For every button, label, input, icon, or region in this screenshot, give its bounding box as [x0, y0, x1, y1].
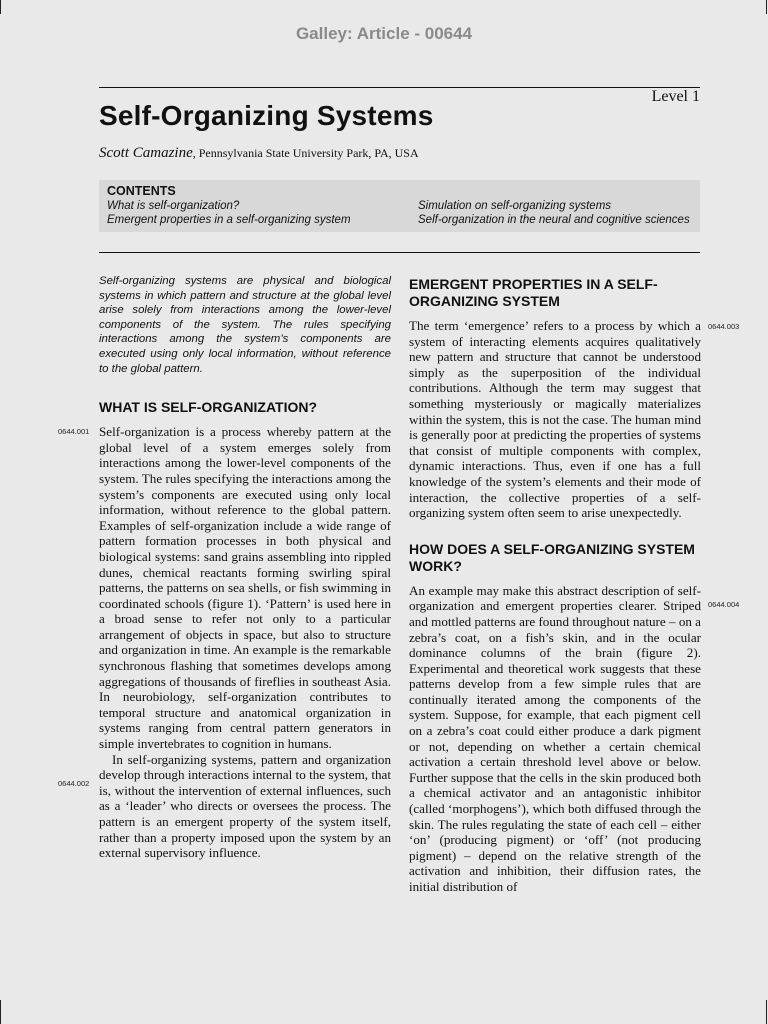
margin-number: 0644.004	[708, 600, 740, 609]
author-affiliation: , Pennsylvania State University Park, PA, USA	[192, 146, 419, 160]
margin-number: 0644.002	[58, 779, 90, 788]
contents-item[interactable]: What is self-organization?	[107, 200, 240, 212]
crop-mark-bottom-left	[0, 1000, 1, 1024]
margin-number: 0644.001	[58, 427, 90, 436]
paragraph-0644-003: The term ‘emergence’ refers to a process by which a system of interacting elements acquires qualitatively new pattern and structure that cannot be understood simply as the superposition of the individual contributions. Although the term may suggest that something mysteriously or magically materializes within the system, this is not the case. The human mind is generally poor at predicting the properties of systems that consist of multiple components with complex, dynamic interactions. Thus, even if one has a full knowledge of the system’s elements and their mode of interaction, the collective properties of a self-organizing system often seem to arise unexpectedly.	[409, 318, 701, 521]
contents-box	[99, 180, 700, 232]
abstract: Self-organizing systems are physical and biological systems in which pattern and structure at the global level arise solely from interactions among the lower-level components of the system. The rules specifying interactions among the system’s components are executed using only local information, without reference to the global pattern.	[99, 275, 391, 375]
crop-mark-top-left	[0, 0, 1, 14]
paragraph-0644-004: An example may make this abstract description of self-organization and emergent properties clearer. Striped and mottled patterns are found throughout nature – on a zebra’s coat, on a fish’s skin, and in the ocular dominance columns of the brain (figure 2). Experimental and theoretical work suggests that these patterns develop from a few simple rules that are continually iterated among the components of the system. Suppose, for example, that each pigment cell on a zebra’s coat could either produce a dark pigment or not, depending on whether a certain chemical activation a certain threshold level above or below. Further suppose that the cells in the skin produced both a chemical activator and an antagonistic inhibitor (called ‘morphogens’), which both diffused through the skin. The rules regulating the state of each cell – either ‘on’ (producing pigment) or ‘off’ (not producing pigment) – depend on the relative strength of the activation and inhibition, their diffusion rates, the initial distribution of	[409, 582, 701, 894]
contents-item[interactable]: Simulation on self-organizing systems	[418, 200, 612, 212]
level-label: Level 1	[651, 88, 700, 105]
paragraph-0644-002: In self-organizing systems, pattern and organization develop through interactions internal to the system, that is, without the intervention of external influences, such as a ‘leader’ who directs or oversees the process. The pattern is an emergent property of the system itself, rather than a property imposed upon the system by an external supervisory influence.	[99, 751, 391, 861]
right-column	[409, 276, 701, 895]
contents-item[interactable]: Emergent properties in a self-organizing system	[107, 214, 351, 226]
margin-number: 0644.003	[708, 322, 740, 331]
left-column	[99, 274, 391, 861]
section-heading-what: WHAT IS SELF-ORGANIZATION?	[99, 399, 318, 416]
contents-rule	[99, 252, 700, 253]
crop-mark-top-right	[766, 0, 767, 14]
crop-mark-bottom-right	[766, 1000, 767, 1024]
section-heading-emergent: EMERGENT PROPERTIES IN A SELF-ORGANIZING SYSTEM	[409, 276, 658, 309]
author-name: Scott Camazine	[99, 145, 193, 161]
contents-item[interactable]: Self-organization in the neural and cognitive sciences	[418, 214, 690, 226]
paragraph-0644-001: Self-organization is a process whereby pattern at the global level of a system emerges solely from interactions among the lower-level components of the system. The rules specifying the interactions among the system’s components are executed using only local information, without reference to the global pattern. Examples of self-organization include a wide range of pattern formation processes in both physical and biological systems: sand grains assembling into rippled dunes, chemical reactants forming swirling spiral patterns, the patterns on sea shells, or fish swimming in coordinated schools (figure 1). ‘Pattern’ is used here in a broad sense to refer not only to a particular arrangement of objects in space, but also to structure and organization in time. An example is the remarkable synchronous flashing that sometimes develops among aggregations of thousands of fireflies in southeast Asia. In neurobiology, self-organization contributes to temporal structure and anatomical organization in systems ranging from central pattern generators in simple invertebrates to cognition in humans.	[99, 424, 391, 752]
section-heading-how: HOW DOES A SELF-ORGANIZING SYSTEM WORK?	[409, 540, 695, 574]
article-title: Self-Organizing Systems	[99, 100, 434, 131]
contents-heading: CONTENTS	[107, 184, 176, 198]
author-line	[99, 145, 419, 162]
top-rule	[99, 87, 700, 88]
galley-header: Galley: Article - 00644	[295, 24, 473, 43]
